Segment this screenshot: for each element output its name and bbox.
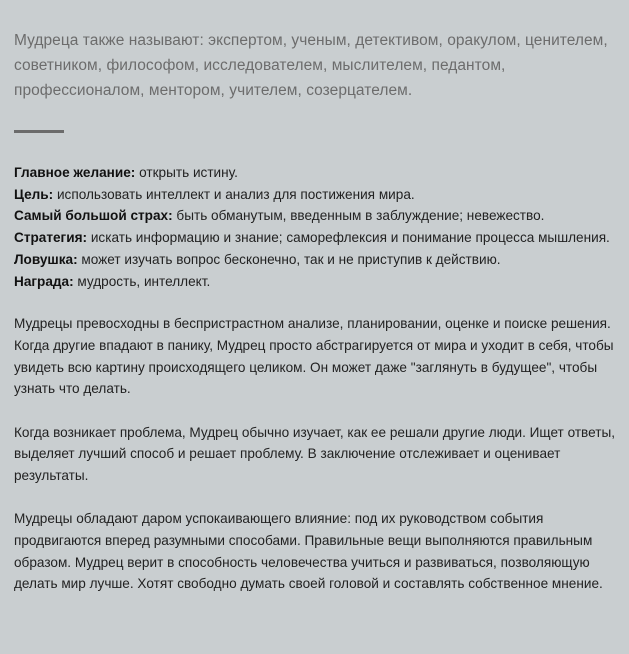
trait-goal xyxy=(14,184,615,206)
trait-text: быть обманутым, введенным в заблуждение; невежество. xyxy=(172,208,545,224)
trait-text: открыть истину. xyxy=(135,165,238,180)
trait-reward xyxy=(14,271,615,293)
trait-label: Главное желание: xyxy=(14,165,136,180)
paragraph-analysis: Мудрецы превосходны в беспристрастном анализе, планировании, оценке и поиске решения. Когда другие впадают в панику, Мудрец просто абстрагируется от мира и уходит в себя, чтобы увидеть всю картину происходящего целиком. Он может даже "заглянуть в будущее", чтобы узнать что делать. xyxy=(14,316,614,397)
trait-label: Ловушка: xyxy=(14,251,78,267)
traits-list xyxy=(14,162,615,292)
trait-trap xyxy=(14,249,615,271)
paragraph-problem: Когда возникает проблема, Мудрец обычно изучает, как ее решали другие люди. Ищет ответы, выделяет лучший способ и решает проблему. В заключение отслеживает и оценивает результаты. xyxy=(14,424,616,483)
paragraph-influence: Мудрецы обладают даром успокаивающего влияние: под их руководством события продвигаются вперед разумными способами. Правильные вещи выполняются правильным образом. Мудрец верит в способность человечества учиться и развиваться, позволяющую делать мир лучше. Хотят свободно думать своей головой и составлять собственное мнение. xyxy=(14,511,603,592)
divider xyxy=(14,130,64,133)
trait-main-desire xyxy=(14,162,615,184)
trait-text: использовать интеллект и анализ для постижения мира. xyxy=(53,186,415,202)
intro-text: Мудреца также называют: экспертом, ученым, детективом, оракулом, ценителем, советником, философом, исследователем, мыслителем, педантом, профессионалом, ментором, учителем, созерцателем. xyxy=(14,32,608,99)
trait-strategy xyxy=(14,227,615,249)
trait-fear xyxy=(14,205,615,227)
trait-text: мудрость, интеллект. xyxy=(73,273,211,289)
trait-label: Самый большой страх: xyxy=(14,208,173,224)
trait-label: Награда: xyxy=(14,273,74,289)
trait-text: может изучать вопрос бесконечно, так и не приступив к действию. xyxy=(77,251,501,267)
trait-text: искать информацию и знание; саморефлексия и понимание процесса мышления. xyxy=(87,230,610,246)
trait-label: Стратегия: xyxy=(14,230,88,246)
trait-label: Цель: xyxy=(14,186,54,202)
